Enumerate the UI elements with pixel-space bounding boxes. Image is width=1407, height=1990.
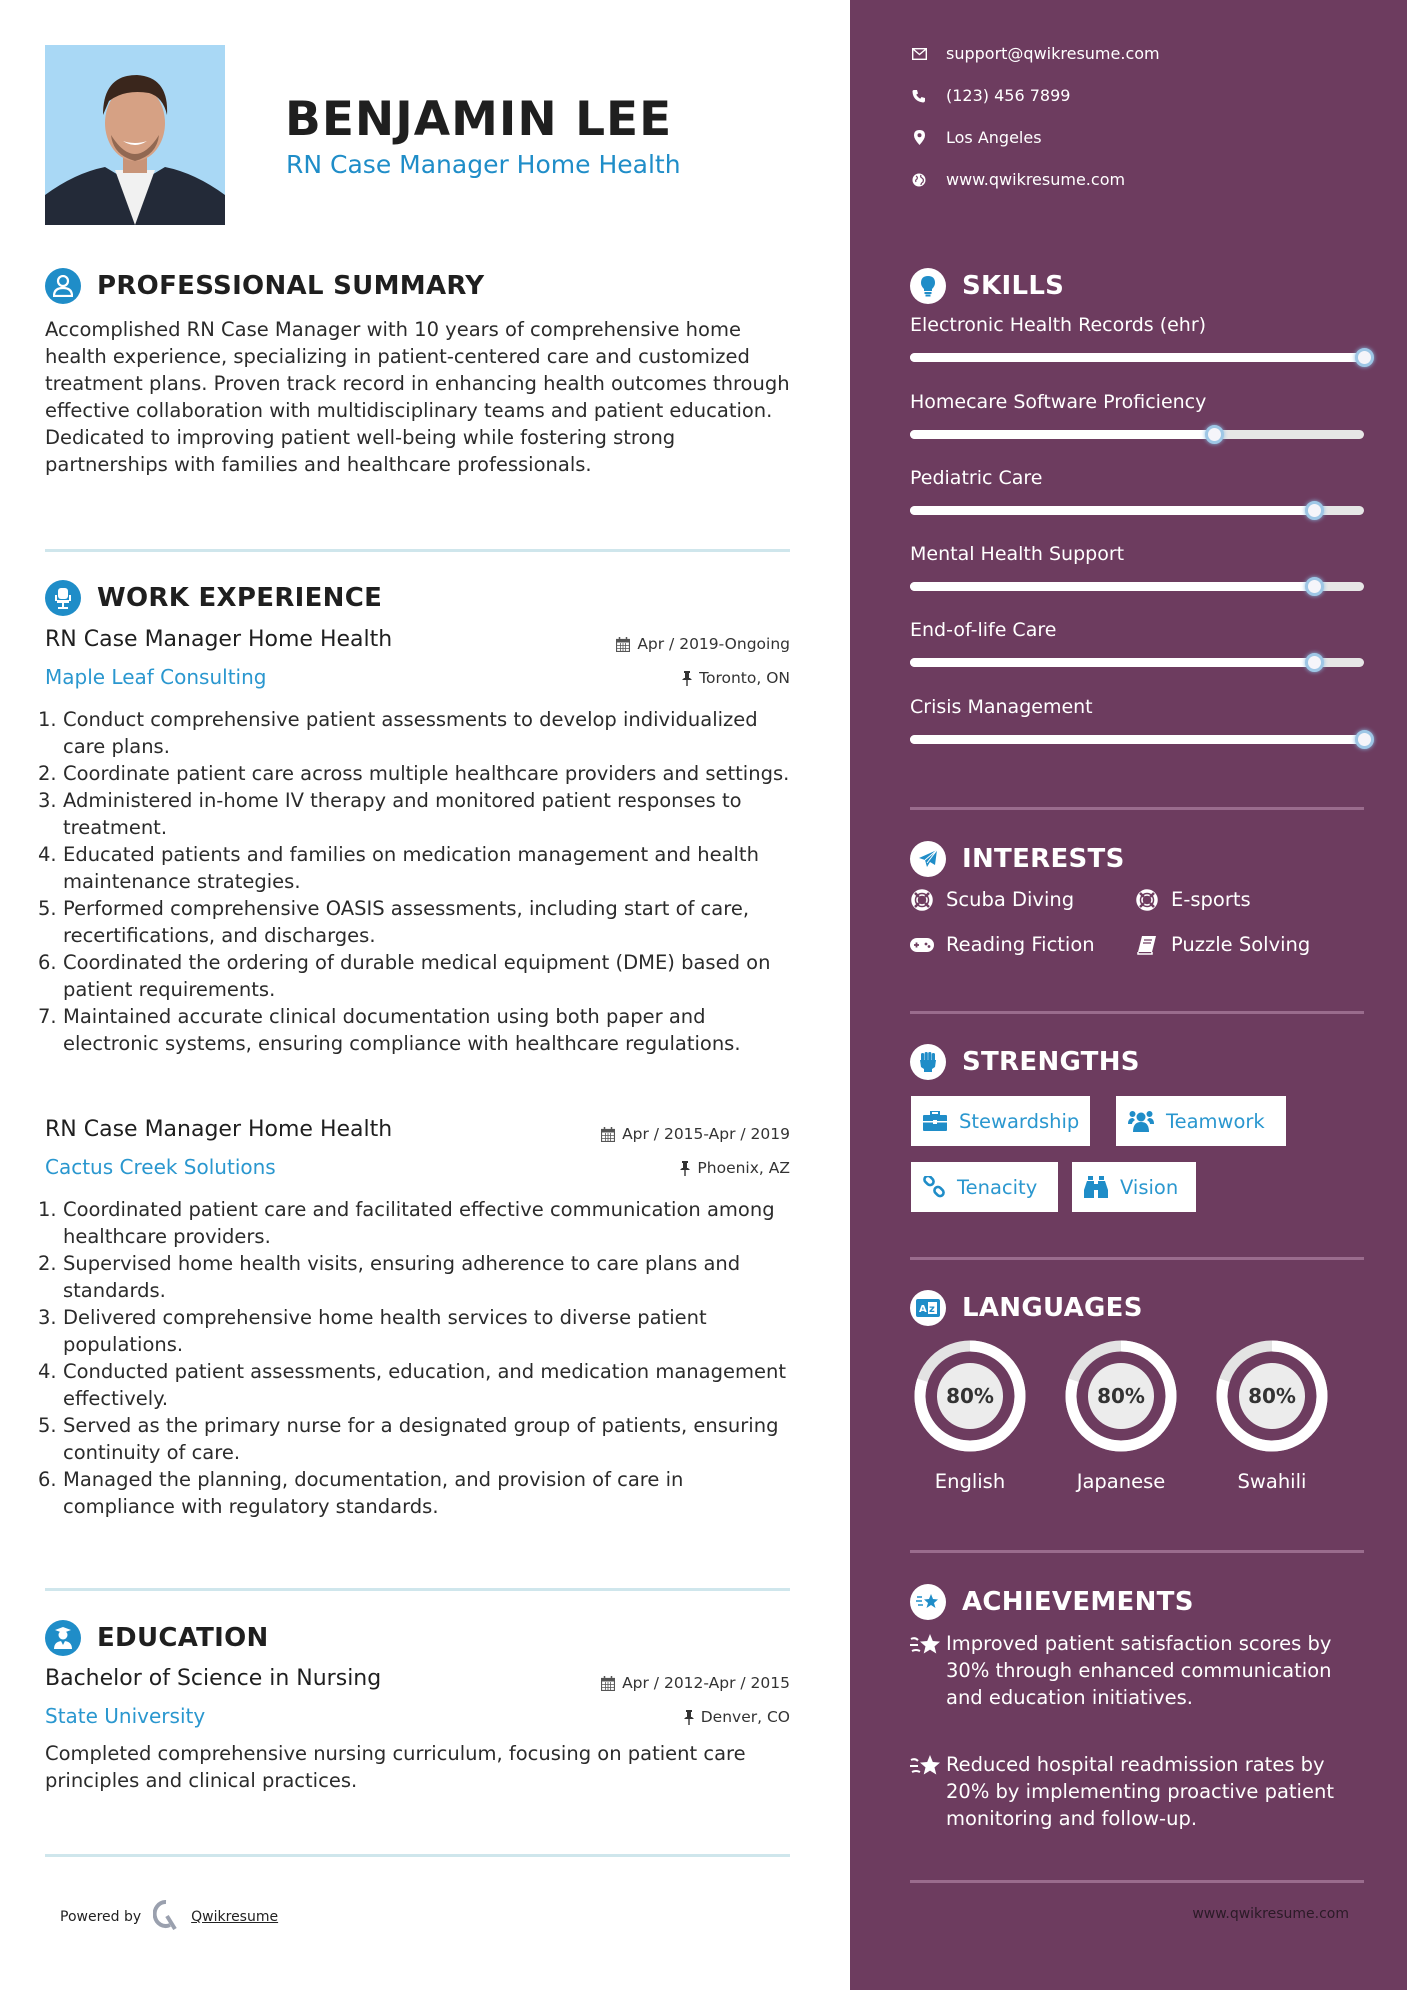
job-date — [601, 1125, 790, 1143]
users-icon — [1128, 1110, 1154, 1132]
interests-header — [910, 841, 1125, 877]
skill-fill — [910, 735, 1364, 744]
language-ring — [1060, 1335, 1182, 1457]
interest-item — [1135, 888, 1251, 911]
strengths-header — [910, 1044, 1140, 1080]
job-title: RN Case Manager Home Health — [45, 1117, 393, 1142]
calendar-icon — [601, 1127, 615, 1142]
language-ring — [1211, 1335, 1333, 1457]
skill-slider — [910, 353, 1364, 362]
job-company: Maple Leaf Consulting — [45, 665, 267, 689]
duty-item: 2. Supervised home health visits, ensuring adherence to care plans and standards. — [38, 1252, 741, 1302]
skill-slider — [910, 430, 1364, 439]
contact-website — [910, 170, 1125, 189]
education-date-text: Apr / 2012-Apr / 2015 — [622, 1674, 790, 1692]
language-percent: 80% — [1248, 1384, 1296, 1408]
skill-knob — [1305, 501, 1324, 520]
interest-label: Reading Fiction — [946, 933, 1095, 956]
section-divider — [910, 1880, 1364, 1883]
skill-item — [910, 467, 1364, 519]
language-item — [1056, 1335, 1186, 1493]
briefcase-icon — [923, 1111, 947, 1131]
experience-title: WORK EXPERIENCE — [97, 583, 383, 613]
skill-fill — [910, 430, 1214, 439]
interest-item — [910, 933, 1095, 956]
language-ring — [909, 1335, 1031, 1457]
job-title: RN Case Manager Home Health — [45, 627, 393, 652]
language-label: Swahili — [1237, 1470, 1307, 1493]
education-description: Completed comprehensive nursing curriculum, focusing on patient care principles and clinical practices. — [45, 1742, 746, 1792]
candidate-role: RN Case Manager Home Health — [286, 150, 681, 179]
section-divider — [910, 807, 1364, 810]
job-date — [616, 635, 790, 653]
job-location — [680, 1159, 790, 1177]
duty-item: 7. Maintained accurate clinical documentation using both paper and electronic systems, ensuring compliance with healthcare regulations. — [38, 1005, 741, 1055]
graduate-icon — [45, 1620, 81, 1656]
binoculars-icon — [1084, 1176, 1108, 1198]
language-label: English — [934, 1470, 1006, 1493]
section-divider — [45, 549, 790, 552]
section-divider — [45, 1588, 790, 1591]
education-entry — [45, 1666, 790, 1796]
strength-chip — [1116, 1096, 1286, 1146]
job-location-text: Phoenix, AZ — [697, 1159, 790, 1177]
section-divider — [45, 1854, 790, 1857]
interests-title: INTERESTS — [962, 844, 1125, 874]
duty-item: 2. Coordinate patient care across multiple healthcare providers and settings. — [38, 762, 790, 785]
skill-label: Electronic Health Records (ehr) — [910, 314, 1207, 336]
shooting-star-icon — [910, 1584, 946, 1620]
svg-text:z: z — [929, 1304, 935, 1315]
achievements-header — [910, 1584, 1194, 1620]
education-title: EDUCATION — [97, 1623, 269, 1653]
pin-icon — [684, 1710, 694, 1725]
education-date — [601, 1674, 790, 1692]
interest-item — [910, 888, 1074, 911]
job-duties — [38, 1196, 798, 1520]
languages-header — [910, 1290, 1143, 1326]
skill-knob — [1305, 653, 1324, 672]
map-marker-icon — [910, 130, 928, 145]
skill-fill — [910, 353, 1364, 362]
contact-email — [910, 44, 1160, 63]
interest-label: Puzzle Solving — [1171, 933, 1311, 956]
strength-chip — [911, 1162, 1058, 1212]
website-text[interactable]: www.qwikresume.com — [946, 170, 1126, 189]
qwikresume-link[interactable]: Qwikresume — [191, 1909, 279, 1925]
section-divider — [910, 1011, 1364, 1014]
interest-item — [1135, 933, 1310, 956]
calendar-icon — [616, 637, 630, 652]
paper-plane-icon — [910, 841, 946, 877]
skill-slider — [910, 735, 1364, 744]
duty-item: 4. Educated patients and families on medication management and health maintenance strategies. — [38, 843, 759, 893]
translate-icon — [910, 1290, 946, 1326]
calendar-icon — [601, 1676, 615, 1691]
interest-label: E-sports — [1171, 888, 1251, 911]
skill-fill — [910, 658, 1314, 667]
section-divider — [910, 1550, 1364, 1553]
skill-fill — [910, 582, 1314, 591]
envelope-icon — [910, 48, 928, 60]
language-item — [905, 1335, 1035, 1493]
experience-header — [45, 580, 382, 616]
contact-phone — [910, 86, 1070, 105]
school-name: State University — [45, 1704, 206, 1728]
lightbulb-icon — [910, 268, 946, 304]
skill-slider — [910, 658, 1364, 667]
duty-item: 5. Performed comprehensive OASIS assessments, including start of care, recertifications, and discharges. — [38, 897, 750, 947]
profile-photo — [45, 45, 225, 225]
skill-item — [910, 619, 1364, 671]
strength-chip — [911, 1096, 1090, 1146]
skill-label: End-of-life Care — [910, 619, 1057, 641]
qwikresume-logo-icon — [153, 1900, 179, 1934]
skill-item — [910, 314, 1364, 366]
language-percent: 80% — [946, 1384, 994, 1408]
email-text[interactable]: support@qwikresume.com — [946, 44, 1160, 63]
strength-label: Tenacity — [957, 1175, 1038, 1199]
achievement-text: Improved patient satisfaction scores by 30% through enhanced communication and education initiatives. — [946, 1632, 1332, 1709]
interest-label: Scuba Diving — [946, 888, 1075, 911]
duty-item: 6. Managed the planning, documentation, and provision of care in compliance with regulatory standards. — [38, 1468, 684, 1518]
job-location — [682, 669, 790, 687]
life-ring-icon — [1135, 889, 1159, 911]
skill-label: Pediatric Care — [910, 467, 1043, 489]
contact-location — [910, 128, 1042, 147]
skill-label: Homecare Software Proficiency — [910, 391, 1207, 413]
job-duties — [38, 706, 798, 1057]
language-percent: 80% — [1097, 1384, 1145, 1408]
duty-item: 1. Conduct comprehensive patient assessments to develop individualized care plans. — [38, 708, 758, 758]
svg-text:A: A — [919, 1304, 927, 1315]
job-entry — [38, 627, 790, 1087]
skill-fill — [910, 506, 1314, 515]
job-location-text: Toronto, ON — [699, 669, 790, 687]
job-company: Cactus Creek Solutions — [45, 1155, 276, 1179]
skill-knob — [1305, 577, 1324, 596]
education-location — [684, 1708, 790, 1726]
skill-slider — [910, 582, 1364, 591]
job-date-text: Apr / 2019-Ongoing — [637, 635, 790, 653]
duty-item: 1. Coordinated patient care and facilitated effective communication among healthcare providers. — [38, 1198, 775, 1248]
section-divider — [910, 1257, 1364, 1260]
skill-label: Mental Health Support — [910, 543, 1125, 565]
shooting-star-icon — [910, 1632, 946, 1711]
skill-item — [910, 696, 1364, 748]
shooting-star-icon — [910, 1753, 946, 1832]
education-location-text: Denver, CO — [700, 1708, 790, 1726]
powered-by — [60, 1900, 278, 1934]
achievements-title: ACHIEVEMENTS — [962, 1587, 1194, 1617]
summary-title: PROFESSIONAL SUMMARY — [97, 271, 485, 301]
strength-label: Teamwork — [1166, 1109, 1265, 1133]
job-date-text: Apr / 2015-Apr / 2019 — [622, 1125, 790, 1143]
language-label: Japanese — [1076, 1470, 1166, 1493]
phone-icon — [910, 89, 928, 103]
pin-icon — [680, 1161, 690, 1176]
degree-title: Bachelor of Science in Nursing — [45, 1666, 382, 1691]
candidate-name: BENJAMIN LEE — [285, 92, 673, 147]
duty-item: 5. Served as the primary nurse for a designated group of patients, ensuring continuity of care. — [38, 1414, 779, 1464]
achievement-item — [910, 1630, 1350, 1711]
life-ring-icon — [910, 889, 934, 911]
book-icon — [1135, 935, 1159, 955]
education-header — [45, 1620, 269, 1656]
skill-label: Crisis Management — [910, 696, 1093, 718]
skill-knob — [1355, 348, 1374, 367]
skill-knob — [1205, 425, 1224, 444]
phone-text: (123) 456 7899 — [946, 86, 1071, 105]
gamepad-icon — [910, 938, 934, 952]
languages-title: LANGUAGES — [962, 1293, 1143, 1323]
skill-item — [910, 391, 1364, 443]
skill-knob — [1355, 730, 1374, 749]
job-entry — [38, 1117, 790, 1518]
duty-item: 4. Conducted patient assessments, education, and medication management effectively. — [38, 1360, 786, 1410]
link-icon — [923, 1176, 945, 1198]
strengths-title: STRENGTHS — [962, 1047, 1140, 1077]
skills-header — [910, 268, 1064, 304]
location-text: Los Angeles — [946, 128, 1042, 147]
chair-icon — [45, 580, 81, 616]
language-item — [1207, 1335, 1337, 1493]
footer-website[interactable]: www.qwikresume.com — [1192, 1906, 1349, 1922]
user-icon — [45, 268, 81, 304]
skills-title: SKILLS — [962, 271, 1065, 301]
achievement-item — [910, 1751, 1350, 1832]
skill-item — [910, 543, 1364, 595]
globe-icon — [910, 173, 928, 187]
skill-slider — [910, 506, 1364, 515]
summary-header — [45, 268, 484, 304]
summary-text: Accomplished RN Case Manager with 10 years of comprehensive home health experience, specializing in patient-centered care and customized treatment plans. Proven track record in enhancing health outcomes through effective collaboration with multidisciplinary teams and patient education. Dedicated to improving patient well-being while fostering strong partnerships with families and healthcare professionals. — [45, 318, 790, 476]
pin-icon — [682, 671, 692, 686]
powered-by-label: Powered by — [60, 1909, 142, 1925]
strength-label: Vision — [1120, 1175, 1179, 1199]
achievement-text: Reduced hospital readmission rates by 20% by implementing proactive patient monitoring and follow-up. — [946, 1753, 1334, 1830]
duty-item: 6. Coordinated the ordering of durable medical equipment (DME) based on patient requirements. — [38, 951, 771, 1001]
fist-icon — [910, 1044, 946, 1080]
strength-label: Stewardship — [959, 1109, 1080, 1133]
duty-item: 3. Delivered comprehensive home health services to diverse patient populations. — [38, 1306, 707, 1356]
duty-item: 3. Administered in-home IV therapy and monitored patient responses to treatment. — [38, 789, 742, 839]
strength-chip — [1072, 1162, 1196, 1212]
